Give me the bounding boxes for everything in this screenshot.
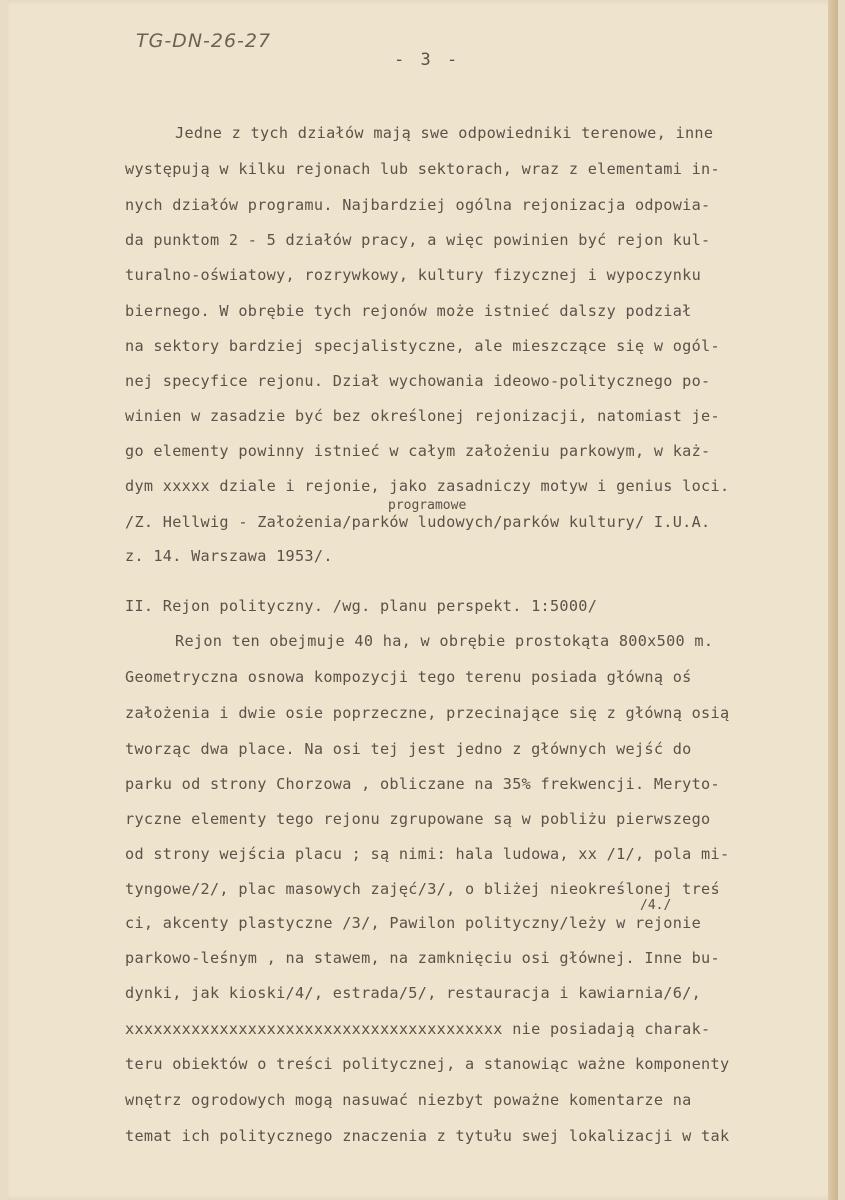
text-line: da punktom 2 - 5 działów pracy, a więc powinien być rejon kul- bbox=[125, 231, 711, 249]
text-line: występują w kilku rejonach lub sektorach, wraz z elementami in- bbox=[125, 160, 720, 178]
text-line: biernego. W obrębie tych rejonów może istnieć dalszy podział bbox=[125, 302, 692, 320]
text-line: wnętrz ogrodowych mogą nasuwać niezbyt poważne komentarze na bbox=[125, 1091, 692, 1109]
text-line: od strony wejścia placu ; są nimi: hala ludowa, xx /1/, pola mi- bbox=[125, 845, 730, 863]
text-line: Rejon ten obejmuje 40 ha, w obrębie prostokąta 800x500 m. bbox=[175, 632, 714, 650]
text-line: nej specyfice rejonu. Dział wychowania ideowo-politycznego po- bbox=[125, 372, 711, 390]
text-line: tworząc dwa place. Na osi tej jest jedno z głównych wejść do bbox=[125, 740, 692, 758]
text-line: /Z. Hellwig - Założenia/parków ludowych/parków kultury/ I.U.A. bbox=[125, 513, 711, 531]
page-edge bbox=[828, 0, 838, 1200]
text-line: założenia i dwie osie poprzeczne, przecinające się z główną osią bbox=[125, 704, 730, 722]
text-line: parku od strony Chorzowa , obliczane na 35% frekwencji. Meryto- bbox=[125, 775, 720, 793]
text-line: winien w zasadzie być bez określonej rejonizacji, natomiast je- bbox=[125, 407, 720, 425]
document-page bbox=[8, 0, 838, 1200]
text-line: teru obiektów o treści politycznej, a stanowiąc ważne komponenty bbox=[125, 1055, 730, 1073]
text-line: turalno-oświatowy, rozrywkowy, kultury fizycznej i wypoczynku bbox=[125, 266, 702, 284]
text-line: ci, akcenty plastyczne /3/, Pawilon polityczny/leży w rejonie bbox=[125, 914, 702, 932]
text-line: parkowo-leśnym , na stawem, na zamknięciu osi głównej. Inne bu- bbox=[125, 949, 720, 967]
inserted-mark: /4./ bbox=[640, 898, 672, 913]
text-line: nych działów programu. Najbardziej ogólna rejonizacja odpowia- bbox=[125, 196, 711, 214]
section-heading: II. Rejon polityczny. /wg. planu perspekt. 1:5000/ bbox=[125, 597, 598, 615]
text-line: dym xxxxx dziale i rejonie, jako zasadniczy motyw i genius loci. bbox=[125, 477, 730, 495]
page-number: - 3 - bbox=[394, 50, 461, 70]
text-line: temat ich politycznego znaczenia z tytułu swej lokalizacji w tak bbox=[125, 1127, 730, 1145]
text-line: Jedne z tych działów mają swe odpowiedniki terenowe, inne bbox=[175, 124, 714, 142]
text-line: na sektory bardziej specjalistyczne, ale mieszczące się w ogól- bbox=[125, 337, 720, 355]
text-line: z. 14. Warszawa 1953/. bbox=[125, 547, 333, 565]
text-line: dynki, jak kioski/4/, estrada/5/, restauracja i kawiarnia/6/, bbox=[125, 984, 702, 1002]
text-line: ryczne elementy tego rejonu zgrupowane są w pobliżu pierwszego bbox=[125, 810, 711, 828]
inserted-word: programowe bbox=[388, 498, 467, 513]
text-line: tyngowe/2/, plac masowych zajęć/3/, o bliżej nieokreślonej treś bbox=[125, 880, 720, 898]
archive-reference: TG-DN-26-27 bbox=[136, 30, 272, 52]
text-line: go elementy powinny istnieć w całym założeniu parkowym, w każ- bbox=[125, 442, 711, 460]
text-line: Geometryczna osnowa kompozycji tego terenu posiada główną oś bbox=[125, 668, 692, 686]
struck-out-line: xxxxxxxxxxxxxxxxxxxxxxxxxxxxxxxxxxxxxxxx nie posiadają charak- bbox=[125, 1020, 711, 1038]
